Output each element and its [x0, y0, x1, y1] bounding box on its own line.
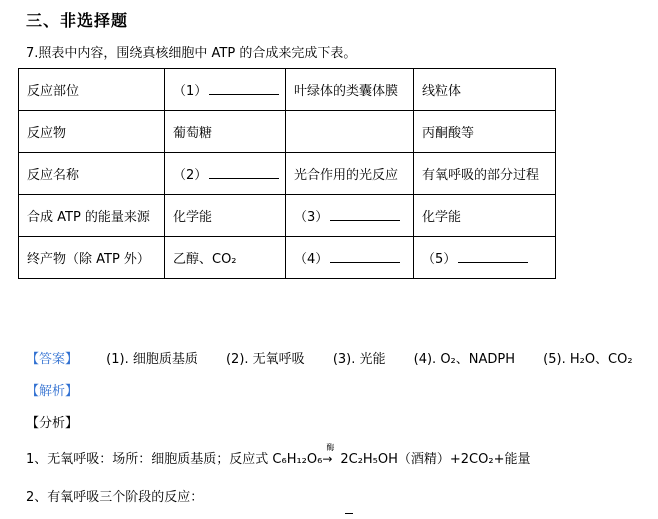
- table-cell: 叶绿体的类囊体膜: [286, 69, 414, 111]
- answer-blank: [330, 210, 400, 221]
- table-cell: 反应物: [19, 111, 165, 153]
- answer-row: [26, 348, 633, 367]
- answer-item: (3). 光能: [332, 352, 386, 367]
- table-cell: （2）: [165, 153, 286, 195]
- table-cell: （5）: [414, 237, 556, 279]
- answer-blank: [458, 252, 528, 263]
- table-cell: 反应名称: [19, 153, 165, 195]
- breakdown-tag: 【分析】: [26, 416, 79, 431]
- table-cell: 线粒体: [414, 69, 556, 111]
- answer-tag: 【答案】: [26, 352, 79, 367]
- table-cell: （4）: [286, 237, 414, 279]
- answer-blank: [209, 168, 279, 179]
- answer-item: (1). 细胞质基质: [106, 352, 198, 367]
- table-cell: [286, 111, 414, 153]
- table-cell: 终产物（除 ATP 外）: [19, 237, 165, 279]
- divider: [345, 513, 353, 514]
- question-table: [18, 68, 556, 279]
- anaerobic-line: [26, 443, 531, 467]
- table-row: [19, 69, 556, 111]
- table-cell: 化学能: [414, 195, 556, 237]
- aerobic-line: 2、有氧呼吸三个阶段的反应：: [26, 490, 204, 505]
- answer-blank: [330, 252, 400, 263]
- table-cell: 葡萄糖: [165, 111, 286, 153]
- answer-item: (2). 无氧呼吸: [225, 352, 305, 367]
- enzyme-label: 酶: [326, 443, 335, 452]
- table-cell: 反应部位: [19, 69, 165, 111]
- question-text: 7.照表中内容，围绕真核细胞中 ATP 的合成来完成下表。: [26, 46, 357, 61]
- anaerobic-prefix: 1、无氧呼吸：场所：细胞质基质；反应式 C₆H₁₂O₆: [26, 452, 323, 467]
- answer-item: (5). H₂O、CO₂: [543, 352, 633, 367]
- table-cell: 丙酮酸等: [414, 111, 556, 153]
- section-title: 三、非选择题: [26, 11, 129, 30]
- analysis-tag: 【解析】: [26, 384, 79, 399]
- table-cell: （3）: [286, 195, 414, 237]
- table-cell: （1）: [165, 69, 286, 111]
- table-cell: 光合作用的光反应: [286, 153, 414, 195]
- answer-item: (4). O₂、NADPH: [413, 352, 516, 367]
- table-cell: 化学能: [165, 195, 286, 237]
- table-row: [19, 195, 556, 237]
- table-row: [19, 237, 556, 279]
- table-cell: 合成 ATP 的能量来源: [19, 195, 165, 237]
- table-row: [19, 153, 556, 195]
- table-row: [19, 111, 556, 153]
- answer-blank: [209, 84, 279, 95]
- table-cell: 乙醇、CO₂: [165, 237, 286, 279]
- table-cell: 有氧呼吸的部分过程: [414, 153, 556, 195]
- reaction-arrow-icon: 酶 →: [322, 443, 335, 466]
- anaerobic-suffix: 2C₂H₅OH（酒精）+2CO₂+能量: [340, 452, 531, 467]
